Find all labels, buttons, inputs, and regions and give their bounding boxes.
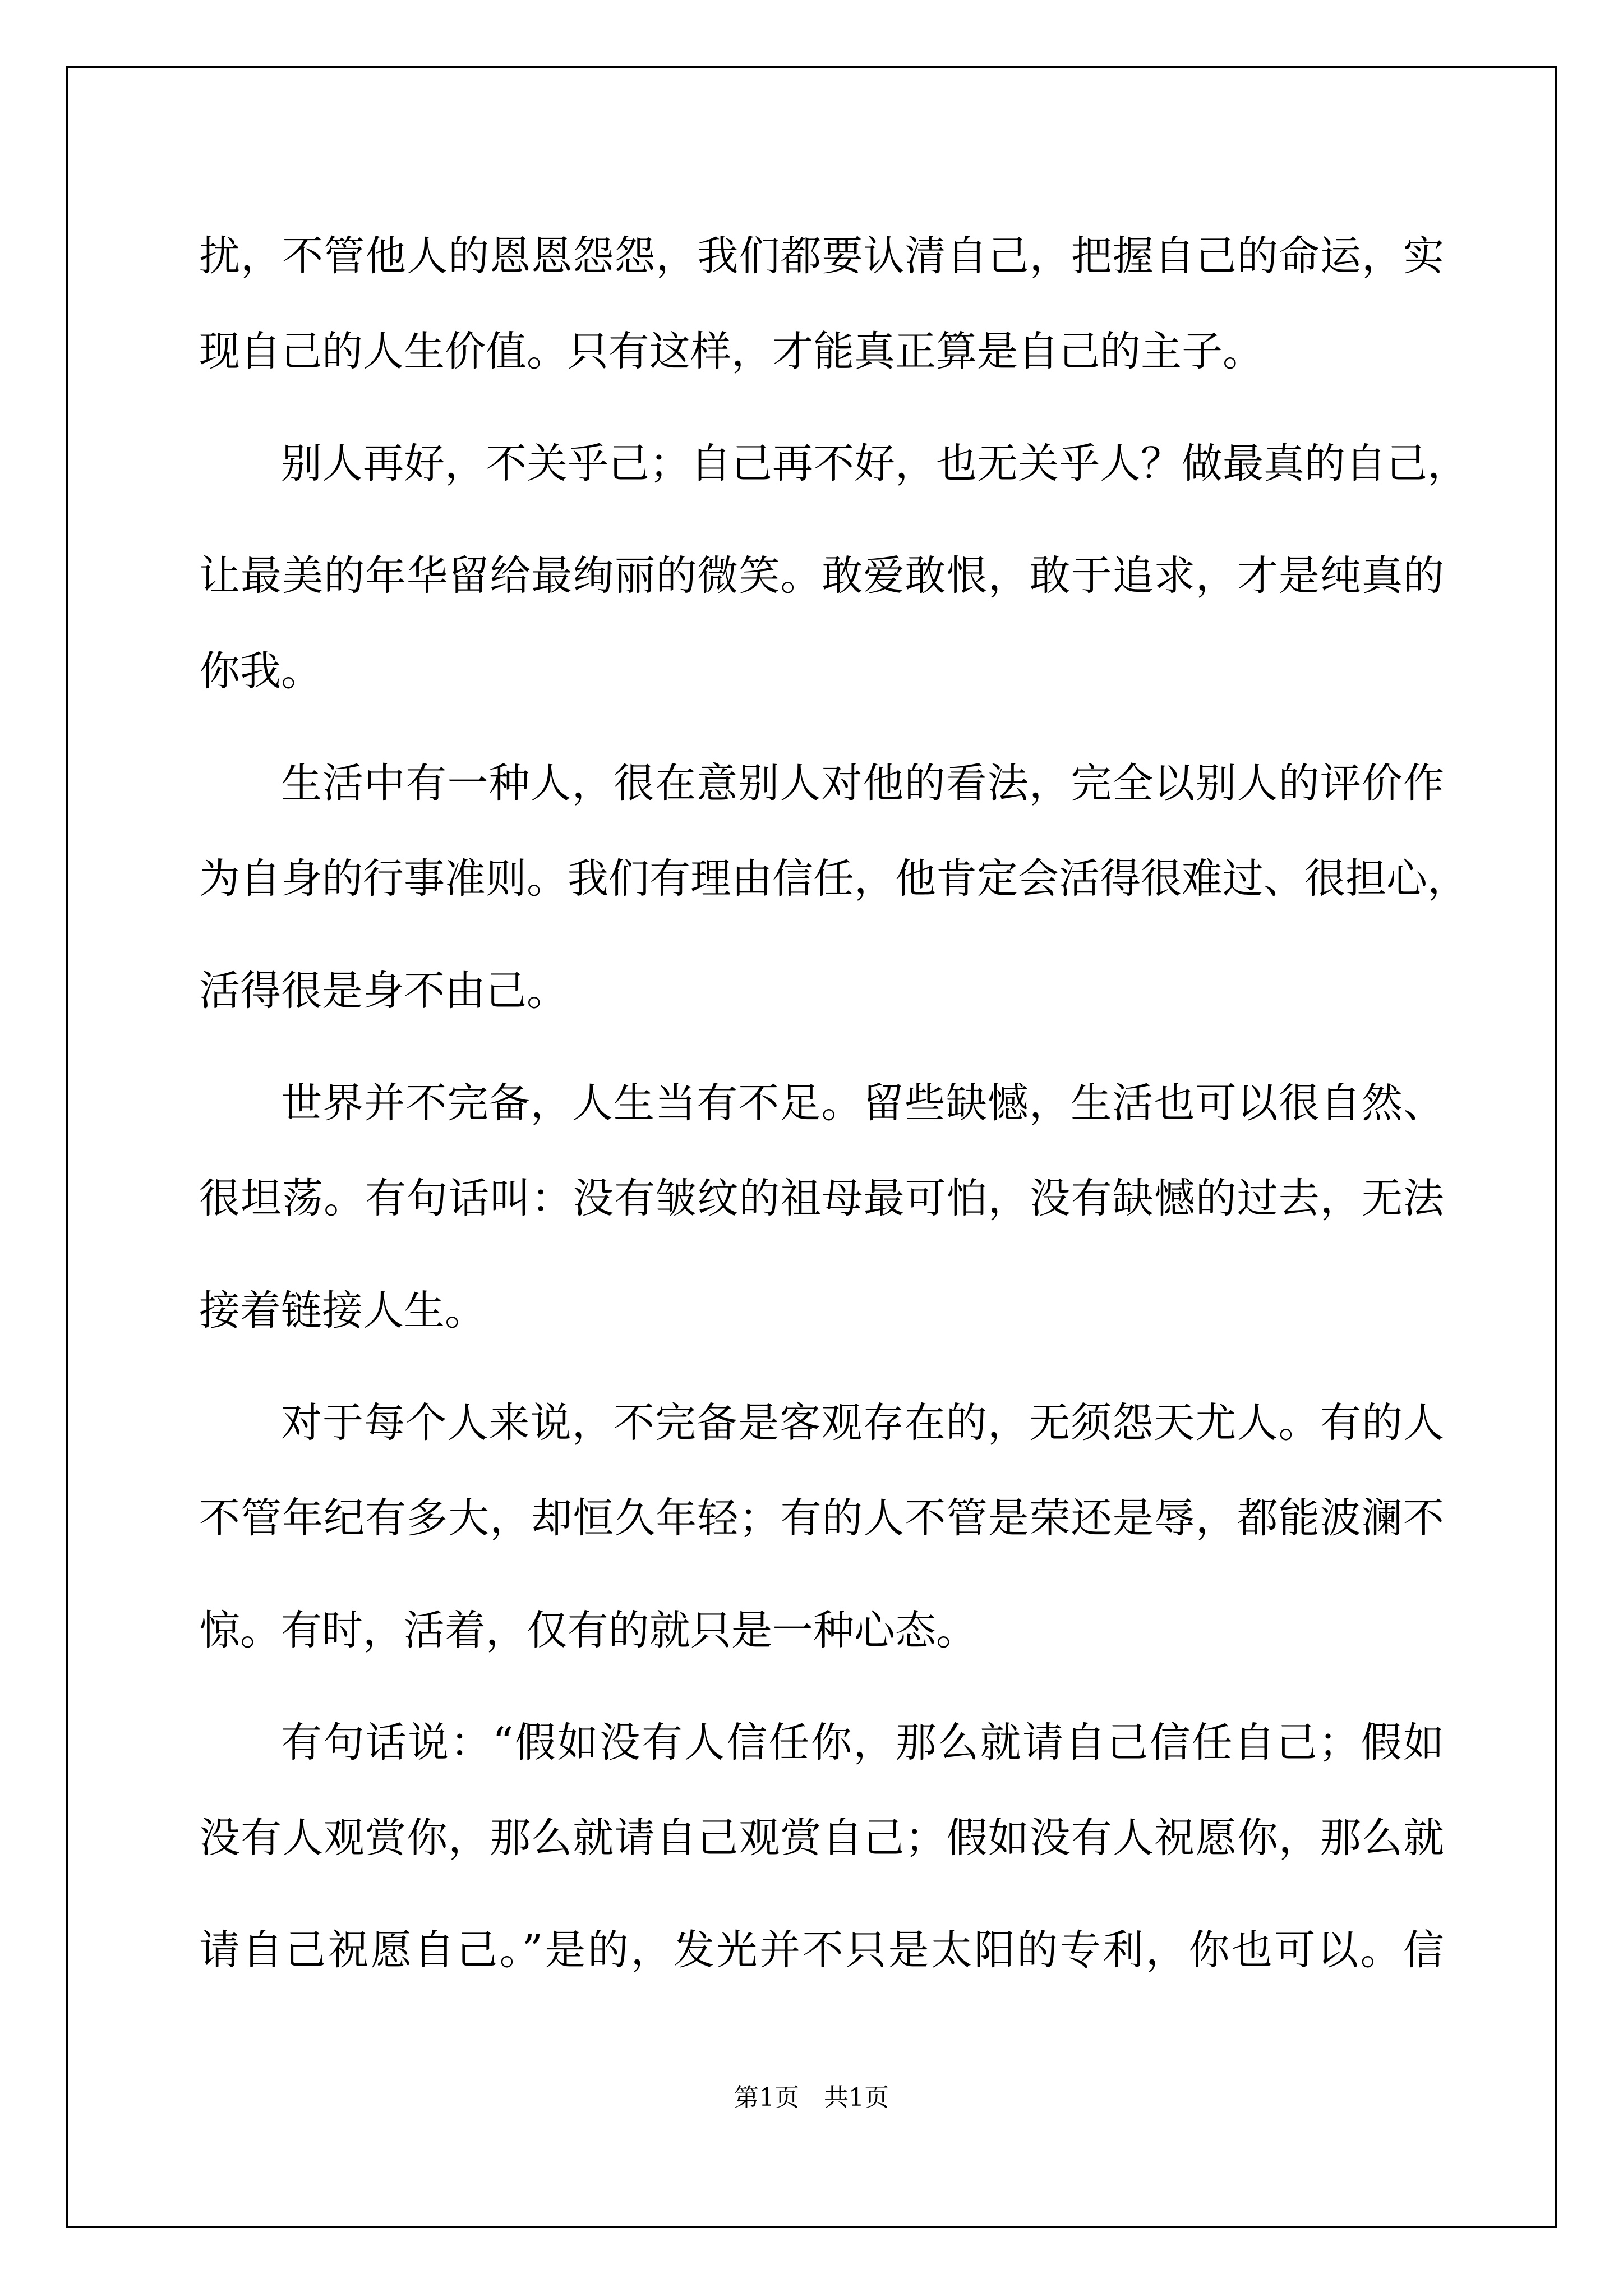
page-number-total: 共1页 [824,2083,889,2112]
paragraph-first-line: 别人再好，不关乎己；自己再不好，也无关乎人？做最真的自己， [281,440,1468,487]
text-line: 扰，不管他人的恩恩怨怨，我们都要认清自己，把握自己的命运，实 [199,232,1444,280]
text-line: 没有人观赏你，那么就请自己观赏自己；假如没有人祝愿你，那么就 [199,1814,1444,1862]
text-line: 请自己祝愿自己。”是的，发光并不只是太阳的专利，你也可以。信 [199,1926,1444,1974]
text-line: 你我。 [199,647,322,695]
paragraph-first-line: 对于每个人来说，不完备是客观存在的，无须怨天尤人。有的人 [281,1399,1444,1447]
text-line: 很坦荡。有句话叫：没有皱纹的祖母最可怕，没有缺憾的过去，无法 [199,1175,1444,1222]
page-number-current: 第1页 [734,2083,799,2112]
paragraph-first-line: 生活中有一种人，很在意别人对他的看法，完全以别人的评价作 [281,760,1444,807]
text-line: 现自己的人生价值。只有这样，才能真正算是自己的主子。 [199,328,1264,375]
text-line: 活得很是身不由己。 [199,967,568,1015]
paragraph-first-line: 有句话说：“假如没有人信任你，那么就请自己信任自己；假如 [281,1719,1444,1766]
text-line: 惊。有时，活着，仅有的就只是一种心态。 [199,1607,977,1654]
page-footer [0,2081,1623,2115]
paragraph-first-line: 世界并不完备，人生当有不足。留些缺憾，生活也可以很自然、 [281,1079,1444,1127]
text-line: 为自身的行事准则。我们有理由信任，他肯定会活得很难过、很担心， [199,855,1468,903]
text-line: 接着链接人生。 [199,1287,486,1335]
text-line: 让最美的年华留给最绚丽的微笑。敢爱敢恨，敢于追求，才是纯真的 [199,552,1444,600]
text-line: 不管年纪有多大，却恒久年轻；有的人不管是荣还是辱，都能波澜不 [199,1494,1444,1542]
